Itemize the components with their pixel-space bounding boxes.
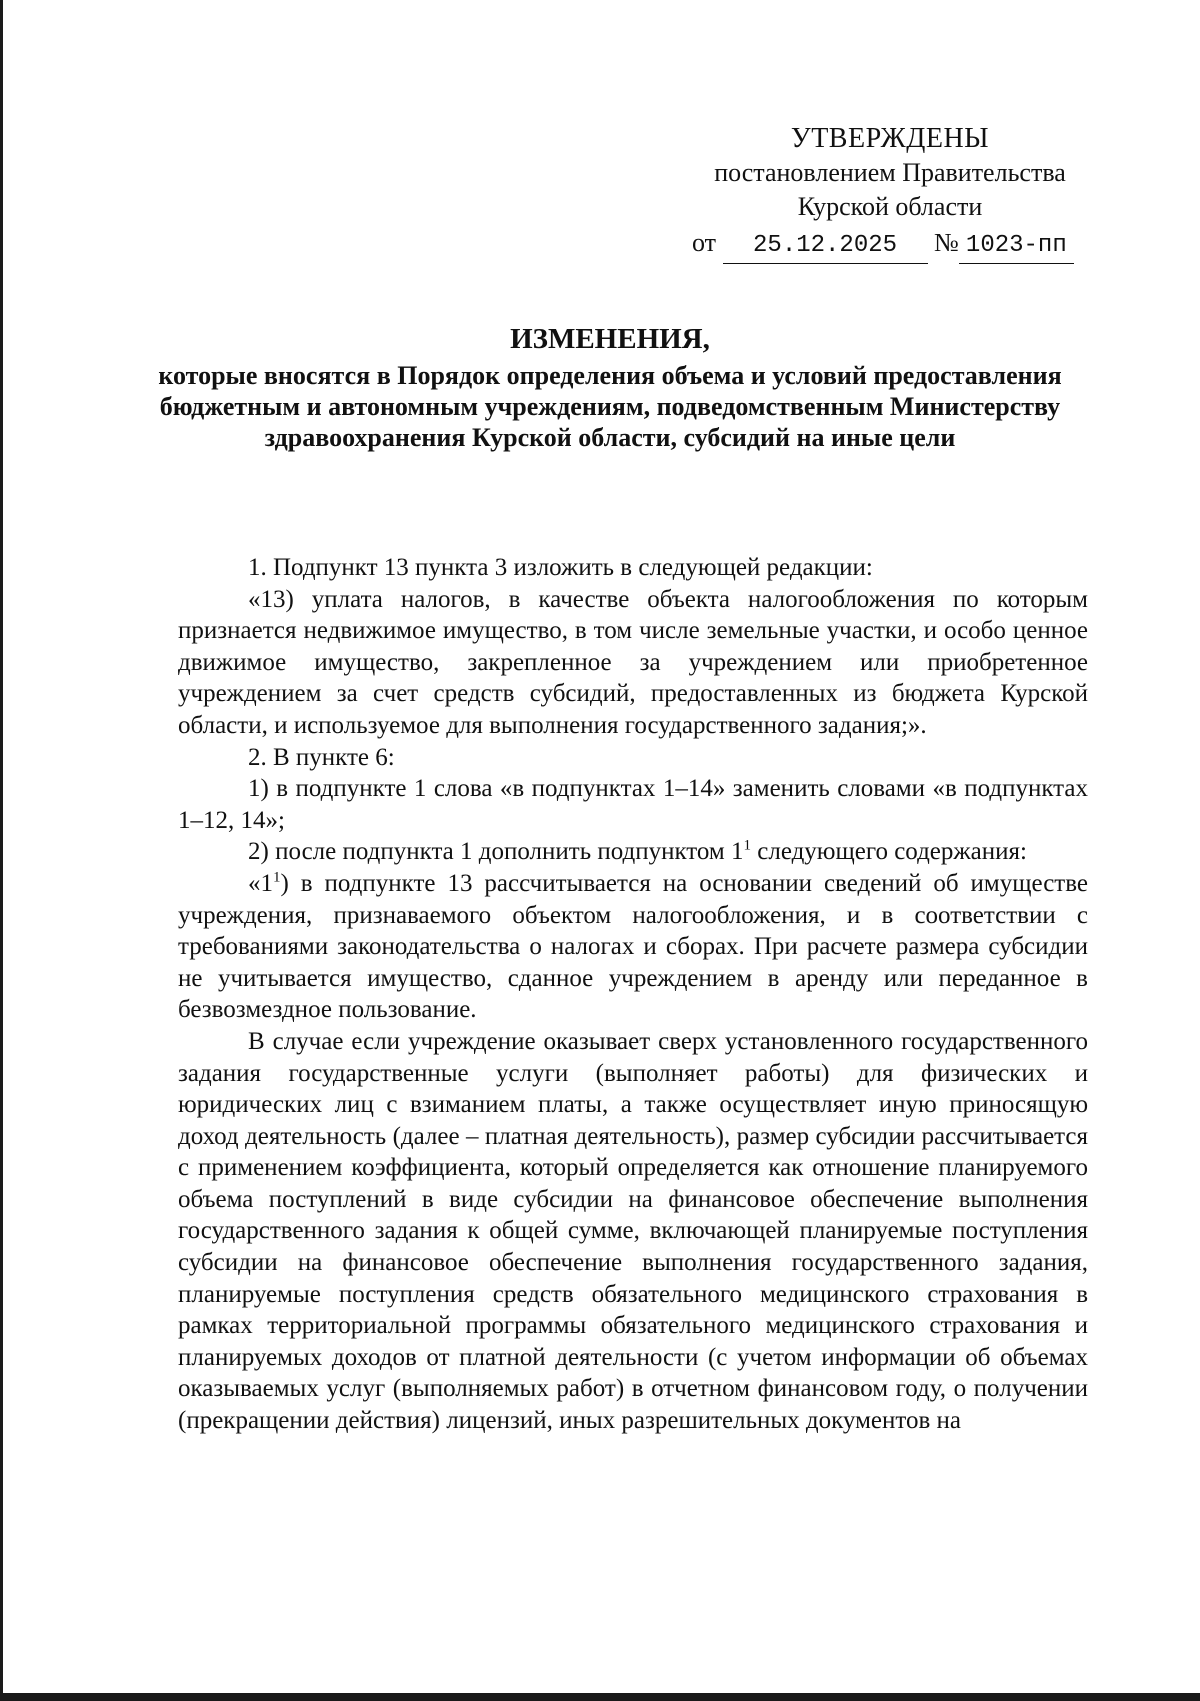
title-main: ИЗМЕНЕНИЯ, — [510, 323, 710, 355]
paragraph-6-start: «1 — [248, 869, 273, 897]
number-prefix: № — [934, 228, 959, 257]
paragraph-4: 1) в подпункте 1 слова «в подпунктах 1–14» заменить словами «в подпунктах 1–12, 14»; — [178, 775, 1088, 834]
paragraph-6 — [178, 868, 1088, 1026]
document-body — [178, 552, 1088, 1437]
paragraph-2: «13) уплата налогов, в качестве объекта налогообложения по которым признается недвижимое имущество, в том числе земельные участки, и особо ценное движимое имущество, закрепленное за учреждением или приобретенное учреждением за счет средств субсидий, предоставленных из бюджета Курской области, и используемое для выполнения государственного задания;». — [178, 585, 1088, 739]
scan-border-bottom — [0, 1693, 1200, 1701]
paragraph-1: 1. Подпункт 13 пункта 3 изложить в следующей редакции: — [248, 554, 873, 581]
approval-line-1: постановлением Правительства — [714, 158, 1066, 187]
approval-date-line — [690, 226, 1090, 264]
superscript: 1 — [273, 869, 281, 886]
approval-heading: УТВЕРЖДЕНЫ — [790, 123, 990, 154]
title-subtitle: которые вносятся в Порядок определения объема и условий предоставления бюджетным и автономным учреждениям, подведомственным Министерству здравоохранения Курской области, субсидий на иные цели — [158, 361, 1062, 452]
superscript: 1 — [743, 838, 751, 855]
approval-date: 25.12.2025 — [723, 229, 928, 264]
document-title — [150, 322, 1070, 453]
paragraph-5-start: 2) после подпункта 1 дополнить подпунктом 1 — [248, 838, 744, 866]
scan-border-left — [0, 0, 3, 1701]
approval-block — [690, 122, 1090, 264]
paragraph-6-end: ) в подпункте 13 рассчитывается на основании сведений об имуществе учреждения, признаваемого объектом налогообложения, и в соответствии с требованиями законодательства о налогах и сборах. При расчете размера субсидии не учитывается имущество, сданное учреждением в аренду или переданное в безвозмездное пользование. — [178, 869, 1088, 1024]
paragraph-5 — [178, 836, 1088, 868]
paragraph-5-end: следующего содержания: — [751, 838, 1027, 866]
approval-number: 1023-пп — [959, 229, 1074, 264]
date-prefix: от — [692, 228, 717, 257]
paragraph-3: 2. В пункте 6: — [248, 743, 395, 771]
approval-line-2: Курской области — [797, 192, 983, 221]
paragraph-7: В случае если учреждение оказывает сверх установленного государственного задания государственные услуги (выполняет работы) для физических и юридических лиц с взиманием платы, а также осуществляет иную приносящую доход деятельность (далее – платная деятельность), размер субсидии рассчитывается с применением коэффициента, который определяется как отношение планируемого объема поступлений в виде субсидии на финансовое обеспечение выполнения государственного задания к общей сумме, включающей планируемые поступления субсидии на финансовое обеспечение выполнения государственного задания, планируемые поступления средств обязательного медицинского страхования в рамках территориальной программы обязательного медицинского страхования и планируемых доходов от платной деятельности (с учетом информации об объемах оказываемых услуг (выполняемых работ) в отчетном финансовом году, о получении (прекращении действия) лицензий, иных разрешительных документов на — [178, 1027, 1088, 1435]
